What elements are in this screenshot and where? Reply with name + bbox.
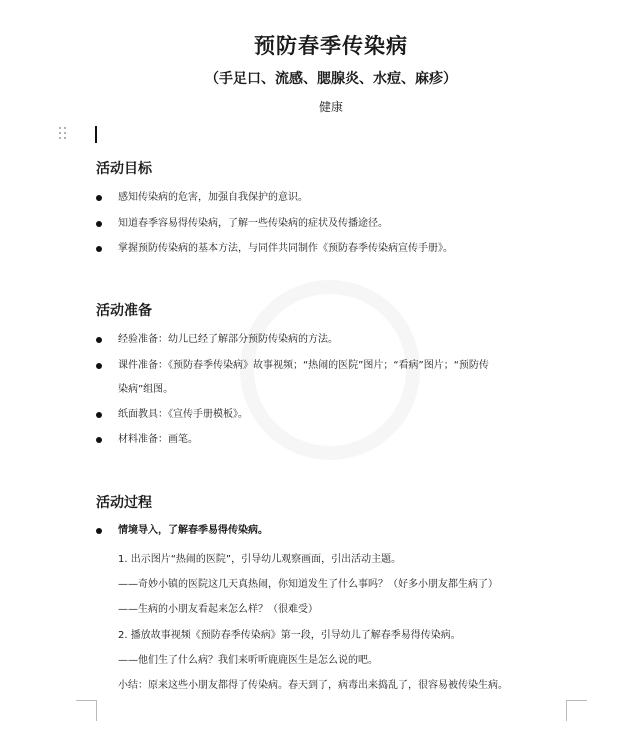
text-cursor[interactable] — [95, 126, 97, 143]
bullet-icon — [96, 221, 102, 227]
bullet-icon — [96, 528, 102, 534]
list-item-text: 知道春季容易得传染病，了解一些传染病的症状及传播途径。 — [118, 218, 388, 229]
page-corner-mark — [76, 700, 97, 721]
list-item-text: 情境导入，了解春季易得传染病。 — [118, 525, 268, 536]
list-item-text: 掌握预防传染病的基本方法，与同伴共同制作《预防春季传染病宣传手册》。 — [118, 243, 453, 254]
bullet-icon — [96, 363, 102, 369]
document-author: 健康 — [318, 100, 343, 114]
document-title: 预防春季传染病 — [254, 33, 408, 58]
paragraph: ——生病的小朋友看起来怎么样？（很难受） — [118, 604, 318, 615]
paragraph: ——他们生了什么病？我们来听听鹿鹿医生是怎么说的吧。 — [118, 655, 378, 666]
paragraph: 小结：原来这些小朋友都得了传染病。春天到了，病毒出来捣乱了，很容易被传染生病。 — [118, 680, 508, 691]
section-heading-preparation: 活动准备 — [96, 303, 152, 319]
list-item-text: 课件准备：《预防春季传染病》故事视频；“热闹的医院”图片；“看病”图片；“预防传 — [118, 360, 489, 371]
list-item-text: 纸面教具：《宣传手册模板》。 — [118, 409, 248, 420]
bullet-icon — [96, 246, 102, 252]
section-heading-process: 活动过程 — [96, 495, 152, 511]
paragraph: 1. 出示图片“热闹的医院”，引导幼儿观察画面，引出活动主题。 — [118, 554, 402, 565]
list-item-text: 经验准备：幼儿已经了解部分预防传染病的方法。 — [118, 334, 338, 345]
bullet-icon — [96, 195, 102, 201]
paragraph: ——奇妙小镇的医院这几天真热闹，你知道发生了什么事吗？（好多小朋友都生病了） — [118, 579, 498, 590]
list-item-text: 感知传染病的危害，加强自我保护的意识。 — [118, 192, 308, 203]
list-item-text: 染病”组图。 — [118, 384, 174, 395]
section-heading-goals: 活动目标 — [96, 161, 152, 177]
paragraph: 2. 播放故事视频《预防春季传染病》第一段，引导幼儿了解春季易得传染病。 — [118, 630, 461, 641]
drag-handle-icon[interactable] — [59, 127, 69, 141]
bullet-icon — [96, 437, 102, 443]
document-subtitle: （手足口、流感、腮腺炎、水痘、麻疹） — [205, 71, 457, 87]
page-corner-mark — [566, 700, 587, 721]
list-item-text: 材料准备：画笔。 — [118, 434, 198, 445]
bullet-icon — [96, 337, 102, 343]
bullet-icon — [96, 412, 102, 418]
